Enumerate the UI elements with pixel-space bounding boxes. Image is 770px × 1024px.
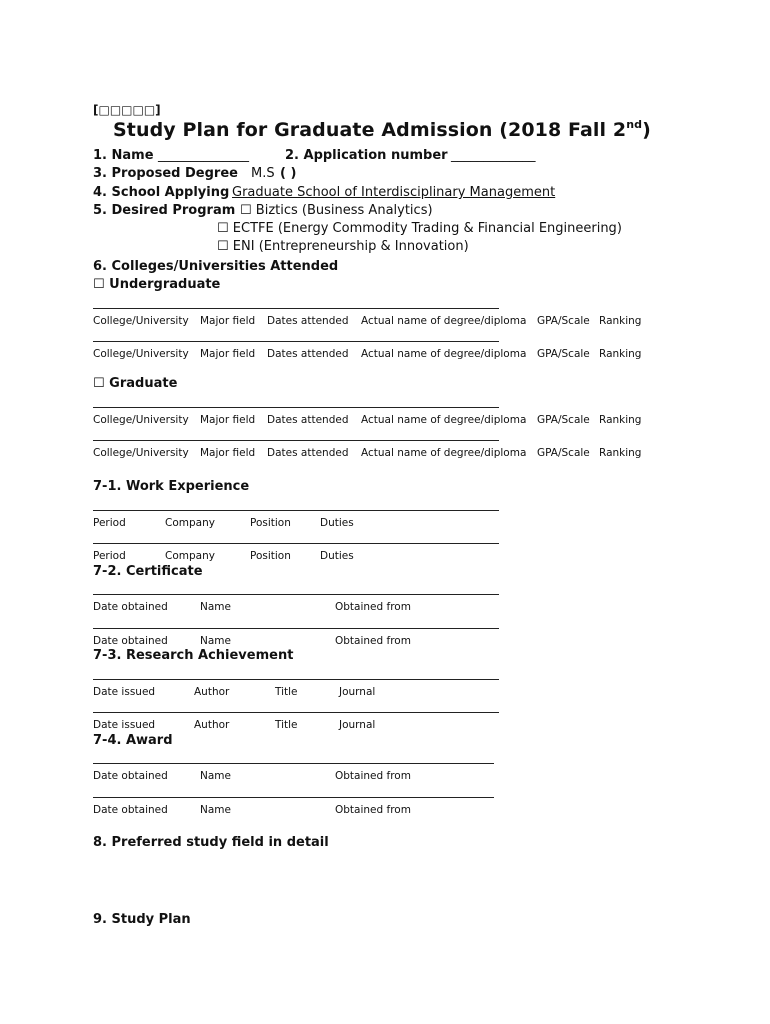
col-date-obtained: Date obtained (93, 770, 168, 782)
graduate-checkbox[interactable]: ☐ Graduate (93, 376, 178, 391)
application-number-blank[interactable]: _____________ (451, 148, 536, 163)
col-obtained-from: Obtained from (335, 770, 411, 782)
col-date-issued: Date issued (93, 686, 156, 698)
col-company: Company (165, 517, 215, 529)
col-author: Author (194, 686, 230, 698)
col-name: Name (200, 804, 231, 816)
col-degree: Actual name of degree/diploma (361, 348, 527, 360)
award-heading: 7-4. Award (93, 733, 173, 748)
col-journal: Journal (339, 719, 376, 731)
col-college: College/University (93, 447, 189, 459)
award-line-2[interactable] (93, 797, 494, 798)
preferred-study-field-heading: 8. Preferred study field in detail (93, 835, 329, 850)
col-date-obtained: Date obtained (93, 804, 168, 816)
col-title: Title (275, 686, 298, 698)
col-gpa: GPA/Scale (537, 315, 590, 327)
col-obtained-from: Obtained from (335, 635, 411, 647)
application-number-label: 2. Application number (285, 148, 448, 163)
work-experience-heading: 7-1. Work Experience (93, 479, 250, 494)
col-position: Position (250, 550, 291, 562)
col-date-issued: Date issued (93, 719, 156, 731)
col-ranking: Ranking (599, 348, 642, 360)
col-position: Position (250, 517, 291, 529)
col-degree: Actual name of degree/diploma (361, 414, 527, 426)
col-author: Author (194, 719, 230, 731)
col-major: Major field (200, 447, 256, 459)
certificate-heading: 7-2. Certificate (93, 564, 203, 579)
col-college: College/University (93, 315, 189, 327)
school-applying-label: 4. School Applying (93, 185, 230, 200)
col-date-obtained: Date obtained (93, 601, 168, 613)
form-tag: [□□□□□] (93, 103, 161, 117)
study-plan-heading: 9. Study Plan (93, 912, 191, 927)
col-college: College/University (93, 414, 189, 426)
title-text: Study Plan for Graduate Admission (2018 Fall 2 (113, 119, 627, 141)
research-line-2[interactable] (93, 712, 499, 713)
program-option-biztics[interactable]: ☐ Biztics (Business Analytics) (240, 203, 433, 218)
work-line-2[interactable] (93, 543, 499, 544)
school-applying-value: Graduate School of Interdisciplinary Management (232, 185, 556, 200)
grad-line-2[interactable] (93, 440, 499, 441)
proposed-degree-value: M.S (251, 166, 275, 181)
col-journal: Journal (339, 686, 376, 698)
col-degree: Actual name of degree/diploma (361, 315, 527, 327)
col-ranking: Ranking (599, 447, 642, 459)
col-ranking: Ranking (599, 315, 642, 327)
undergraduate-checkbox[interactable]: ☐ Undergraduate (93, 277, 221, 292)
col-name: Name (200, 635, 231, 647)
col-college: College/University (93, 348, 189, 360)
col-major: Major field (200, 348, 256, 360)
col-gpa: GPA/Scale (537, 447, 590, 459)
work-line-1[interactable] (93, 510, 499, 511)
award-line-1[interactable] (93, 763, 494, 764)
undergrad-line-1[interactable] (93, 308, 499, 309)
col-title: Title (275, 719, 298, 731)
certificate-line-2[interactable] (93, 628, 499, 629)
title-superscript: nd (626, 118, 643, 131)
col-gpa: GPA/Scale (537, 414, 590, 426)
title-end: ) (642, 119, 651, 141)
col-name: Name (200, 770, 231, 782)
program-option-eni[interactable]: ☐ ENI (Entrepreneurship & Innovation) (217, 239, 469, 254)
col-dates: Dates attended (267, 315, 349, 327)
col-major: Major field (200, 315, 256, 327)
program-option-ectfe[interactable]: ☐ ECTFE (Energy Commodity Trading & Financial Engineering) (217, 221, 622, 236)
col-obtained-from: Obtained from (335, 804, 411, 816)
page-title (113, 119, 651, 141)
name-blank[interactable]: ______________ (158, 148, 249, 163)
col-company: Company (165, 550, 215, 562)
proposed-degree-label: 3. Proposed Degree (93, 166, 238, 181)
col-degree: Actual name of degree/diploma (361, 447, 527, 459)
col-period: Period (93, 550, 126, 562)
col-dates: Dates attended (267, 414, 349, 426)
col-dates: Dates attended (267, 447, 349, 459)
col-gpa: GPA/Scale (537, 348, 590, 360)
col-duties: Duties (320, 517, 354, 529)
col-name: Name (200, 601, 231, 613)
research-heading: 7-3. Research Achievement (93, 648, 294, 663)
name-label: 1. Name (93, 148, 154, 163)
col-dates: Dates attended (267, 348, 349, 360)
certificate-line-1[interactable] (93, 594, 499, 595)
undergrad-line-2[interactable] (93, 341, 499, 342)
col-obtained-from: Obtained from (335, 601, 411, 613)
research-line-1[interactable] (93, 679, 499, 680)
colleges-heading: 6. Colleges/Universities Attended (93, 259, 339, 274)
col-major: Major field (200, 414, 256, 426)
grad-line-1[interactable] (93, 407, 499, 408)
col-duties: Duties (320, 550, 354, 562)
col-date-obtained: Date obtained (93, 635, 168, 647)
col-period: Period (93, 517, 126, 529)
desired-program-label: 5. Desired Program (93, 203, 236, 218)
col-ranking: Ranking (599, 414, 642, 426)
proposed-degree-paren[interactable]: ( ) (280, 166, 297, 181)
